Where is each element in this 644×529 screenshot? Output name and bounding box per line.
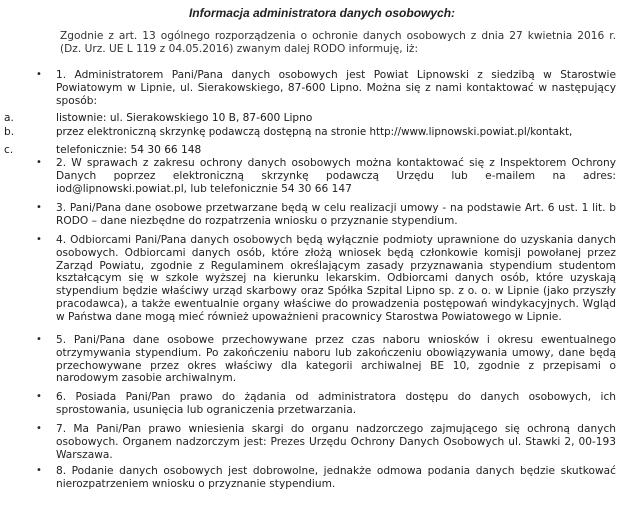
list-item-2 xyxy=(36,157,616,195)
bullet-icon: • xyxy=(36,465,42,476)
sub-item-a xyxy=(4,112,616,125)
bullet-icon: • xyxy=(36,423,42,434)
list-item-2-text: 2. W sprawach z zakresu ochrony danych osobowych można kontaktować się z Inspektorem Ochrony Danych poprzez elektroniczną skrzynkę podawczą Urzędu lub e-mailem na adres: iod@lipnowski.powiat.pl, lub telefonicznie 54 30 66 147 xyxy=(56,157,616,195)
list-item-5-text: 5. Pani/Pana dane osobowe przechowywane przez czas naboru wniosków i okresu ewentualnego otrzymywania stypendium. Po zakończeniu naboru lub zakończeniu obowiązywania umowy, dane będą przechowywane przez okres właściwy dla kategorii archiwalnej BE 10, zgodnie z przepisami o narodowym zasobie archiwalnym. xyxy=(56,334,616,385)
sub-item-b xyxy=(4,126,616,139)
list-item-8 xyxy=(36,465,616,491)
sub-item-c-marker: c. xyxy=(4,144,14,156)
list-item-5 xyxy=(36,334,616,385)
list-item-7 xyxy=(36,423,616,461)
list-item-7-text: 7. Ma Pani/Pan prawo wniesienia skargi do organu nadzorczego zajmującego się ochroną danych osobowych. Organem nadzorczym jest: Prezes Urzędu Ochrony Danych Osobowych ul. Stawki 2, 00-193 Warszawa. xyxy=(56,423,616,461)
intro-paragraph: Zgodnie z art. 13 ogólnego rozporządzenia o ochronie danych osobowych z dnia 27 kwietnia 2016 r. (Dz. Urz. UE L 119 z 04.05.2016) zwanym dalej RODO informuję, iż: xyxy=(60,30,616,55)
list-item-1-text: 1. Administratorem Pani/Pana danych osobowych jest Powiat Lipnowski z siedzibą w Starostwie Powiatowym w Lipnie, ul. Sierakowskiego, 87-600 Lipno. Można się z nami kontaktować w następujący sposób: xyxy=(56,69,616,107)
list-item-4-text: 4. Odbiorcami Pani/Pana danych osobowych będą wyłącznie podmioty uprawnione do uzyskania danych osobowych. Odbiorcami danych osób, które złożą wniosek będą członkowie komisji powołanej przez Zarząd Powiatu, zgodnie z Regulaminem określającym zasady przyznawania stypendium studentom kształcącym się w szkole wyższej na kierunku lekarskim. Odbiorcami danych osób, które uzyskają stypendium będzie właściwy urząd skarbowy oraz Spółka Szpital Lipno sp. z o. o. w Lipnie (jako przyszły pracodawca), a także ewentualnie organy właściwe do prowadzenia postępowań windykacyjnych. Wgląd w Państwa dane mogą mieć również upoważnieni pracownicy Starostwa Powiatowego w Lipnie. xyxy=(56,234,616,323)
list-item-1 xyxy=(36,69,616,107)
list-item-8-text: 8. Podanie danych osobowych jest dobrowolne, jednakże odmowa podania danych będzie skutkować nierozpatrzeniem wniosku o przyznanie stypendium. xyxy=(56,465,616,490)
document-heading: Informacja administratora danych osobowych: xyxy=(188,6,456,20)
list-item-4 xyxy=(36,234,616,324)
sub-item-a-marker: a. xyxy=(4,112,14,124)
sub-item-c xyxy=(4,144,616,157)
bullet-icon: • xyxy=(36,157,42,168)
list-item-3 xyxy=(36,202,616,228)
list-item-6-text: 6. Posiada Pani/Pan prawo do żądania od administratora dostępu do danych osobowych, ich sprostowania, usunięcia lub ograniczenia przetwarzania. xyxy=(56,391,616,416)
bullet-icon: • xyxy=(36,391,42,402)
sub-item-c-text: telefonicznie: 54 30 66 148 xyxy=(56,144,202,156)
bullet-icon: • xyxy=(36,234,42,245)
bullet-icon: • xyxy=(36,334,42,345)
list-item-6 xyxy=(36,391,616,417)
bullet-icon: • xyxy=(36,69,42,80)
list-item-3-text: 3. Pani/Pana dane osobowe przetwarzane będą w celu realizacji umowy - na podstawie Art. 6 ust. 1 lit. b RODO – dane niezbędne do rozpatrzenia wniosku o przyznanie stypendium. xyxy=(56,202,616,227)
sub-item-a-text: listownie: ul. Sierakowskiego 10 B, 87-600 Lipno xyxy=(56,112,313,124)
sub-item-b-marker: b. xyxy=(4,126,15,138)
bullet-icon: • xyxy=(36,202,42,213)
sub-item-b-text: przez elektroniczną skrzynkę podawczą dostępną na stronie http://www.lipnowski.powiat.pl/kontakt, xyxy=(56,126,573,138)
